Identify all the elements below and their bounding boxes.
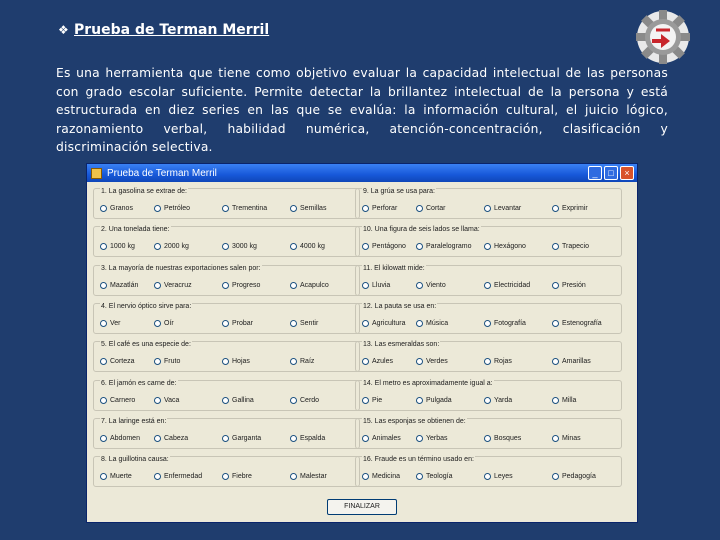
close-button[interactable]: × bbox=[620, 166, 634, 180]
answer-option[interactable] bbox=[552, 397, 576, 404]
option-label: Trapecio bbox=[562, 243, 589, 251]
option-label: Veracruz bbox=[164, 281, 192, 289]
answer-option[interactable] bbox=[154, 282, 192, 289]
option-label: Cortar bbox=[426, 205, 446, 212]
window-title: Prueba de Terman Merril bbox=[107, 167, 217, 179]
question-group-16 bbox=[355, 456, 622, 487]
answer-option[interactable] bbox=[484, 358, 512, 365]
radio-button-icon[interactable] bbox=[154, 397, 161, 404]
radio-button-icon[interactable] bbox=[552, 282, 559, 289]
option-label: Medicina bbox=[372, 473, 401, 481]
option-label: Muerte bbox=[110, 473, 132, 481]
option-label: Yerbas bbox=[426, 434, 448, 442]
radio-button-icon[interactable] bbox=[416, 435, 423, 442]
answer-option[interactable] bbox=[484, 435, 521, 442]
option-label: Cerdo bbox=[300, 396, 320, 404]
answer-option[interactable] bbox=[100, 435, 140, 442]
radio-button-icon[interactable] bbox=[416, 397, 423, 404]
radio-button-icon[interactable] bbox=[484, 320, 491, 327]
radio-button-icon[interactable] bbox=[100, 320, 107, 327]
answer-option[interactable] bbox=[484, 320, 526, 327]
minimize-button[interactable]: _ bbox=[588, 166, 602, 180]
radio-button-icon[interactable] bbox=[290, 320, 297, 327]
answer-option[interactable] bbox=[552, 473, 596, 480]
answer-option[interactable] bbox=[290, 243, 325, 250]
slide-title-text: Prueba de Terman Merril bbox=[74, 22, 270, 38]
answer-option[interactable] bbox=[484, 205, 521, 212]
option-label: Pedagogía bbox=[562, 473, 596, 481]
option-label: Trementina bbox=[232, 205, 268, 212]
option-label: Malestar bbox=[300, 473, 327, 481]
radio-button-icon[interactable] bbox=[362, 435, 369, 442]
option-label: Gallina bbox=[232, 396, 254, 404]
app-icon bbox=[91, 168, 102, 179]
slide-title bbox=[58, 22, 269, 38]
radio-button-icon[interactable] bbox=[100, 358, 107, 365]
answer-option[interactable] bbox=[362, 397, 382, 404]
radio-button-icon[interactable] bbox=[362, 473, 369, 480]
option-label: Oír bbox=[164, 319, 174, 327]
radio-button-icon[interactable] bbox=[416, 358, 423, 365]
radio-button-icon[interactable] bbox=[484, 205, 491, 212]
question-group-15 bbox=[355, 418, 622, 449]
answer-option[interactable] bbox=[154, 358, 180, 365]
option-label: Fiebre bbox=[232, 473, 252, 481]
question-label: 10. Una figura de seis lados se llama: bbox=[363, 226, 480, 234]
option-label: 1000 kg bbox=[110, 243, 135, 251]
radio-button-icon[interactable] bbox=[154, 320, 161, 327]
option-label: Semillas bbox=[300, 205, 327, 212]
radio-button-icon[interactable] bbox=[290, 243, 297, 250]
radio-button-icon[interactable] bbox=[552, 397, 559, 404]
answer-option[interactable] bbox=[100, 473, 132, 480]
answer-option[interactable] bbox=[416, 397, 452, 404]
option-label: Minas bbox=[562, 434, 581, 442]
option-label: Lluvia bbox=[372, 281, 391, 289]
option-label: Abdomen bbox=[110, 434, 140, 442]
answer-option[interactable] bbox=[290, 358, 314, 365]
question-label: 13. Las esmeraldas son: bbox=[363, 341, 440, 349]
option-label: Perforar bbox=[372, 205, 398, 212]
answer-option[interactable] bbox=[416, 320, 448, 327]
radio-button-icon[interactable] bbox=[552, 473, 559, 480]
option-label: Garganta bbox=[232, 434, 262, 442]
answer-option[interactable] bbox=[222, 320, 253, 327]
answer-option[interactable] bbox=[290, 205, 326, 212]
answer-option[interactable] bbox=[552, 358, 591, 365]
window-titlebar[interactable] bbox=[87, 164, 637, 182]
option-label: Verdes bbox=[426, 358, 448, 366]
option-label: Vaca bbox=[164, 396, 180, 404]
option-label: Carnero bbox=[110, 396, 136, 404]
radio-button-icon[interactable] bbox=[416, 473, 423, 480]
radio-button-icon[interactable] bbox=[484, 397, 491, 404]
radio-button-icon[interactable] bbox=[290, 397, 297, 404]
radio-button-icon[interactable] bbox=[154, 205, 161, 212]
radio-button-icon[interactable] bbox=[552, 358, 559, 365]
option-label: Estenografía bbox=[562, 319, 602, 327]
answer-option[interactable] bbox=[154, 397, 179, 404]
question-group-5 bbox=[93, 341, 360, 372]
answer-option[interactable] bbox=[154, 435, 188, 442]
question-label: 9. La grúa se usa para: bbox=[363, 188, 435, 195]
option-label: Pentágono bbox=[372, 243, 406, 251]
option-label: Pie bbox=[372, 396, 383, 404]
radio-button-icon[interactable] bbox=[290, 205, 297, 212]
answer-option[interactable] bbox=[552, 205, 588, 212]
radio-button-icon[interactable] bbox=[552, 205, 559, 212]
question-group-11 bbox=[355, 265, 622, 296]
option-label: Mazatlán bbox=[110, 281, 139, 289]
answer-option[interactable] bbox=[222, 435, 261, 442]
gear-icon bbox=[634, 8, 692, 66]
answer-option[interactable] bbox=[222, 397, 254, 404]
answer-option[interactable] bbox=[222, 282, 260, 289]
radio-button-icon[interactable] bbox=[484, 473, 491, 480]
radio-button-icon[interactable] bbox=[290, 282, 297, 289]
answer-option[interactable] bbox=[362, 243, 406, 250]
radio-button-icon[interactable] bbox=[290, 358, 297, 365]
question-group-7 bbox=[93, 418, 360, 449]
radio-button-icon[interactable] bbox=[362, 320, 369, 327]
question-label: 7. La laringe está en: bbox=[101, 417, 167, 425]
radio-button-icon[interactable] bbox=[154, 243, 161, 250]
option-label: Exprimir bbox=[562, 205, 588, 212]
answer-option[interactable] bbox=[154, 243, 189, 250]
radio-button-icon[interactable] bbox=[484, 243, 491, 250]
option-label: Acapulco bbox=[300, 281, 329, 289]
option-label: Hojas bbox=[232, 358, 250, 366]
option-label: Pulgada bbox=[426, 396, 452, 404]
radio-button-icon[interactable] bbox=[222, 435, 229, 442]
option-label: 2000 kg bbox=[164, 243, 189, 251]
question-group-12 bbox=[355, 303, 622, 334]
option-label: 4000 kg bbox=[300, 243, 325, 251]
radio-button-icon[interactable] bbox=[154, 282, 161, 289]
answer-option[interactable] bbox=[100, 358, 135, 365]
question-label: 2. Una tonelada tiene: bbox=[101, 226, 170, 234]
question-group-13 bbox=[355, 341, 622, 372]
answer-option[interactable] bbox=[100, 282, 138, 289]
radio-button-icon[interactable] bbox=[100, 243, 107, 250]
radio-button-icon[interactable] bbox=[484, 435, 491, 442]
answer-option[interactable] bbox=[362, 473, 400, 480]
answer-option[interactable] bbox=[484, 243, 526, 250]
answer-option[interactable] bbox=[362, 205, 397, 212]
option-label: Hexágono bbox=[494, 243, 526, 251]
answer-option[interactable] bbox=[100, 397, 135, 404]
radio-button-icon[interactable] bbox=[552, 320, 559, 327]
question-label: 1. La gasolina se extrae de: bbox=[101, 188, 188, 195]
option-label: Cabeza bbox=[164, 434, 189, 442]
answer-option[interactable] bbox=[416, 205, 445, 212]
radio-button-icon[interactable] bbox=[222, 358, 229, 365]
radio-button-icon[interactable] bbox=[100, 282, 107, 289]
answer-option[interactable] bbox=[222, 205, 267, 212]
radio-button-icon[interactable] bbox=[154, 435, 161, 442]
question-group-1 bbox=[93, 188, 360, 219]
answer-option[interactable] bbox=[154, 473, 202, 480]
radio-button-icon[interactable] bbox=[100, 397, 107, 404]
description-text: Es una herramienta que tiene como objetivo evaluar la capacidad intelectual de las personas con grado escolar suficiente. Permite detectar la brillantez intelectual de la persona y está estructurada en diez series en las que se evalúa: la información cultural, el juicio lógico, razonamiento verbal, habilidad numérica, atención-concentración, clasificación y discriminación selectiva. bbox=[56, 66, 668, 155]
option-label: Corteza bbox=[110, 358, 135, 366]
radio-button-icon[interactable] bbox=[222, 243, 229, 250]
radio-button-icon[interactable] bbox=[552, 435, 559, 442]
option-label: Rojas bbox=[494, 358, 512, 366]
answer-option[interactable] bbox=[552, 435, 581, 442]
answer-option[interactable] bbox=[100, 320, 121, 327]
answer-option[interactable] bbox=[362, 320, 405, 327]
question-group-14 bbox=[355, 380, 622, 411]
question-group-4 bbox=[93, 303, 360, 334]
radio-button-icon[interactable] bbox=[222, 205, 229, 212]
answer-option[interactable] bbox=[154, 205, 190, 212]
question-group-6 bbox=[93, 380, 360, 411]
answer-option[interactable] bbox=[416, 473, 452, 480]
radio-button-icon[interactable] bbox=[222, 282, 229, 289]
option-label: Raíz bbox=[300, 358, 315, 366]
radio-button-icon[interactable] bbox=[416, 282, 423, 289]
question-group-2 bbox=[93, 226, 360, 257]
radio-button-icon[interactable] bbox=[100, 473, 107, 480]
option-label: Paralelogramo bbox=[426, 243, 472, 251]
answer-option[interactable] bbox=[416, 358, 448, 365]
question-label: 11. El kilowatt mide: bbox=[363, 264, 425, 272]
option-label: Amarillas bbox=[562, 358, 591, 366]
option-label: Bosques bbox=[494, 434, 522, 442]
answer-option[interactable] bbox=[484, 397, 512, 404]
question-group-10 bbox=[355, 226, 622, 257]
option-label: Probar bbox=[232, 319, 254, 327]
radio-button-icon[interactable] bbox=[362, 282, 369, 289]
option-label: Electricidad bbox=[494, 281, 531, 289]
option-label: Granos bbox=[110, 205, 133, 212]
answer-option[interactable] bbox=[222, 243, 257, 250]
radio-button-icon[interactable] bbox=[290, 435, 297, 442]
option-label: Música bbox=[426, 319, 449, 327]
answer-option[interactable] bbox=[290, 282, 329, 289]
answer-option[interactable] bbox=[362, 435, 401, 442]
answer-option[interactable] bbox=[290, 397, 319, 404]
radio-button-icon[interactable] bbox=[154, 358, 161, 365]
answer-option[interactable] bbox=[290, 435, 325, 442]
option-label: Fruto bbox=[164, 358, 181, 366]
option-label: Azules bbox=[372, 358, 394, 366]
answer-option[interactable] bbox=[552, 243, 589, 250]
option-label: Enfermedad bbox=[164, 473, 203, 481]
radio-button-icon[interactable] bbox=[222, 320, 229, 327]
option-label: Animales bbox=[372, 434, 401, 442]
answer-option[interactable] bbox=[362, 358, 393, 365]
finish-button[interactable]: FINALIZAR bbox=[327, 499, 397, 515]
answer-option[interactable] bbox=[552, 320, 602, 327]
radio-button-icon[interactable] bbox=[222, 473, 229, 480]
answer-option[interactable] bbox=[222, 358, 250, 365]
radio-button-icon[interactable] bbox=[290, 473, 297, 480]
answer-option[interactable] bbox=[100, 205, 133, 212]
option-label: Teología bbox=[426, 473, 453, 481]
option-label: 3000 kg bbox=[232, 243, 257, 251]
radio-button-icon[interactable] bbox=[154, 473, 161, 480]
maximize-button[interactable]: □ bbox=[604, 166, 618, 180]
answer-option[interactable] bbox=[484, 282, 530, 289]
question-label: 4. El nervio óptico sirve para: bbox=[101, 302, 192, 310]
radio-button-icon[interactable] bbox=[362, 397, 369, 404]
option-label: Espalda bbox=[300, 434, 326, 442]
answer-option[interactable] bbox=[154, 320, 174, 327]
radio-button-icon[interactable] bbox=[362, 243, 369, 250]
answer-option[interactable] bbox=[290, 320, 318, 327]
question-group-9 bbox=[355, 188, 622, 219]
option-label: Progreso bbox=[232, 281, 261, 289]
answer-option[interactable] bbox=[290, 473, 327, 480]
question-label: 6. El jamón es carne de: bbox=[101, 379, 177, 387]
option-label: Yarda bbox=[494, 396, 513, 404]
radio-button-icon[interactable] bbox=[416, 243, 423, 250]
answer-option[interactable] bbox=[222, 473, 252, 480]
option-label: Sentir bbox=[300, 319, 319, 327]
diamond-bullet-icon: ❖ bbox=[58, 23, 69, 37]
radio-button-icon[interactable] bbox=[222, 397, 229, 404]
radio-button-icon[interactable] bbox=[100, 435, 107, 442]
question-group-3 bbox=[93, 265, 360, 296]
question-label: 14. El metro es aproximadamente igual a: bbox=[363, 379, 493, 387]
option-label: Presión bbox=[562, 281, 586, 289]
question-label: 15. Las esponjas se obtienen de: bbox=[363, 417, 466, 425]
option-label: Milla bbox=[562, 396, 577, 404]
answer-option[interactable] bbox=[362, 282, 390, 289]
question-label: 8. La guillotina causa: bbox=[101, 456, 169, 464]
question-label: 12. La pauta se usa en: bbox=[363, 302, 437, 310]
answer-option[interactable] bbox=[484, 473, 513, 480]
radio-button-icon[interactable] bbox=[362, 205, 369, 212]
option-label: Viento bbox=[426, 281, 446, 289]
option-label: Fotografía bbox=[494, 319, 526, 327]
radio-button-icon[interactable] bbox=[100, 205, 107, 212]
question-label: 16. Fraude es un término usado en: bbox=[363, 456, 474, 464]
option-label: Agricultura bbox=[372, 319, 406, 327]
radio-button-icon[interactable] bbox=[362, 358, 369, 365]
question-label: 3. La mayoría de nuestras exportaciones salen por: bbox=[101, 264, 261, 272]
question-label: 5. El café es una especie de: bbox=[101, 341, 191, 349]
test-window bbox=[86, 163, 638, 523]
answer-option[interactable] bbox=[552, 282, 586, 289]
radio-button-icon[interactable] bbox=[416, 320, 423, 327]
radio-button-icon[interactable] bbox=[416, 205, 423, 212]
option-label: Leyes bbox=[494, 473, 513, 481]
radio-button-icon[interactable] bbox=[484, 358, 491, 365]
answer-option[interactable] bbox=[100, 243, 135, 250]
option-label: Ver bbox=[110, 319, 121, 327]
option-label: Petróleo bbox=[164, 205, 191, 212]
radio-button-icon[interactable] bbox=[484, 282, 491, 289]
answer-option[interactable] bbox=[416, 243, 472, 250]
option-label: Levantar bbox=[494, 205, 522, 212]
question-group-8 bbox=[93, 456, 360, 487]
radio-button-icon[interactable] bbox=[552, 243, 559, 250]
answer-option[interactable] bbox=[416, 435, 448, 442]
answer-option[interactable] bbox=[416, 282, 446, 289]
